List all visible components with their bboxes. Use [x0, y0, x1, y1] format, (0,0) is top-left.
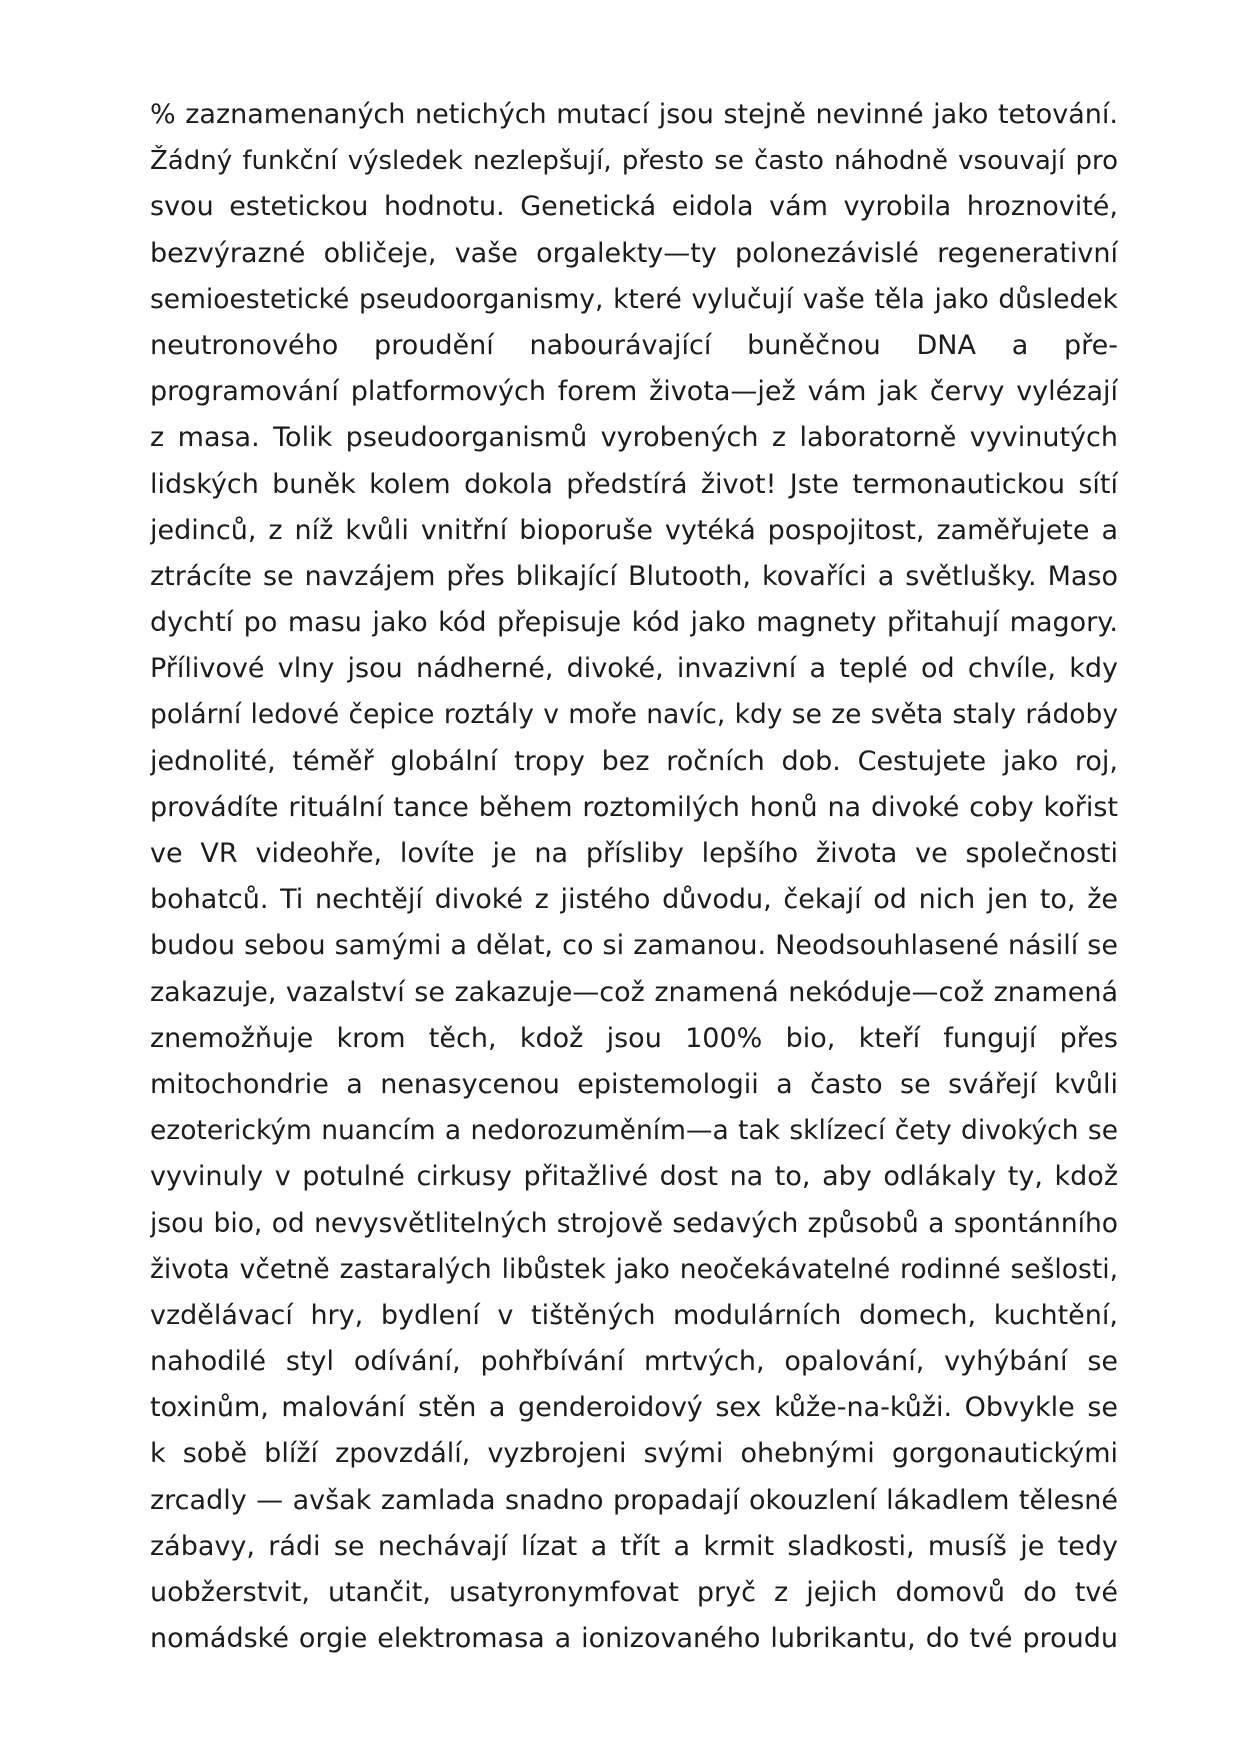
text-line: % zaznamenaných netichých mutací jsou stejně nevinné jako tetování.	[150, 99, 1118, 130]
text-line: bohatců. Ti nechtějí divoké z jistého důvodu, čekají od nich jen to, že	[150, 884, 1118, 916]
text-line: zábavy, rádi se nechávají lízat a třít a krmit sladkosti, musíš je tedy	[150, 1530, 1118, 1562]
text-line: ztrácíte se navzájem přes blikající Blutooth, kovaříci a světlušky. Maso	[150, 560, 1118, 592]
text-line: zakazuje, vazalství se zakazuje—což znamená nekóduje—což znamená	[150, 976, 1118, 1008]
text-line: uobžerstvit, utančit, usatyronymfovat pryč z jejich domovů do tvé	[150, 1577, 1118, 1608]
body-text	[150, 92, 1118, 1662]
text-line: jsou bio, od nevysvětlitelných strojově sedavých způsobů a spontánního	[150, 1207, 1118, 1239]
text-line: svou estetickou hodnotu. Genetická eidola vám vyrobila hroznovité,	[150, 191, 1118, 223]
text-line: z masa. Tolik pseudoorganismů vyrobených z laboratorně vyvinutých	[150, 422, 1118, 454]
text-line: toxinům, malování stěn a genderoidový sex kůže-na-kůži. Obvykle se	[150, 1392, 1118, 1424]
text-line: provádíte rituální tance během roztomilých honů na divoké coby kořist	[150, 791, 1118, 823]
text-line: nomádské orgie elektromasa a ionizovaného lubrikantu, do tvé proudu	[150, 1623, 1118, 1655]
text-line: neutronového proudění nabourávající buněčnou DNA a pře-	[150, 329, 1118, 361]
text-line: k sobě blíží zpovzdálí, vyzbrojeni svými ohebnými gorgonautickými	[150, 1438, 1118, 1470]
text-line: mitochondrie a nenasycenou epistemologii a často se svářejí kvůli	[150, 1068, 1118, 1100]
text-line: bezvýrazné obličeje, vaše orgalekty—ty polonezávislé regenerativní	[150, 237, 1118, 269]
text-line: polární ledové čepice roztály v moře navíc, kdy se ze světa staly rádoby	[150, 699, 1118, 731]
text-line: vyvinuly v potulné cirkusy přitažlivé dost na to, aby odlákaly ty, kdož	[150, 1161, 1118, 1193]
text-line: nahodilé styl odívání, pohřbívání mrtvých, opalování, vyhýbání se	[150, 1346, 1118, 1378]
text-line: semioestetické pseudoorganismy, které vylučují vaše těla jako důsledek	[150, 283, 1118, 315]
text-line: dychtí po masu jako kód přepisuje kód jako magnety přitahují magory.	[150, 607, 1118, 639]
text-line: jedinců, z níž kvůli vnitřní bioporuše vytéká pospojitost, zaměřujete a	[150, 514, 1118, 546]
text-line: ezoterickým nuancím a nedorozuměním—a tak sklízecí čety divokých se	[150, 1115, 1118, 1147]
text-line: zrcadly — avšak zamlada snadno propadají okouzlení lákadlem tělesné	[150, 1484, 1118, 1516]
text-line: jednolité, téměř globální tropy bez ročních dob. Cestujete jako roj,	[150, 745, 1118, 777]
text-line: lidských buněk kolem dokola předstírá život! Jste termonautickou sítí	[150, 468, 1118, 500]
text-line: vzdělávací hry, bydlení v tištěných modulárních domech, kuchtění,	[150, 1299, 1118, 1331]
text-line: ve VR videohře, lovíte je na přísliby lepšího života ve společnosti	[150, 838, 1118, 869]
text-line: znemožňuje krom těch, kdož jsou 100% bio, kteří fungují přes	[150, 1022, 1118, 1054]
text-line: programování platformových forem života—jež vám jak červy vylézají	[150, 376, 1118, 408]
text-line: budou sebou samými a dělat, co si zamanou. Neodsouhlasené násilí se	[150, 930, 1118, 962]
text-line: Žádný funkční výsledek nezlepšují, přesto se často náhodně vsouvají pro	[150, 146, 1118, 177]
text-line: Přílivové vlny jsou nádherné, divoké, invazivní a teplé od chvíle, kdy	[150, 653, 1118, 685]
text-line: života včetně zastaralých libůstek jako neočekávatelné rodinné sešlosti,	[150, 1253, 1118, 1285]
